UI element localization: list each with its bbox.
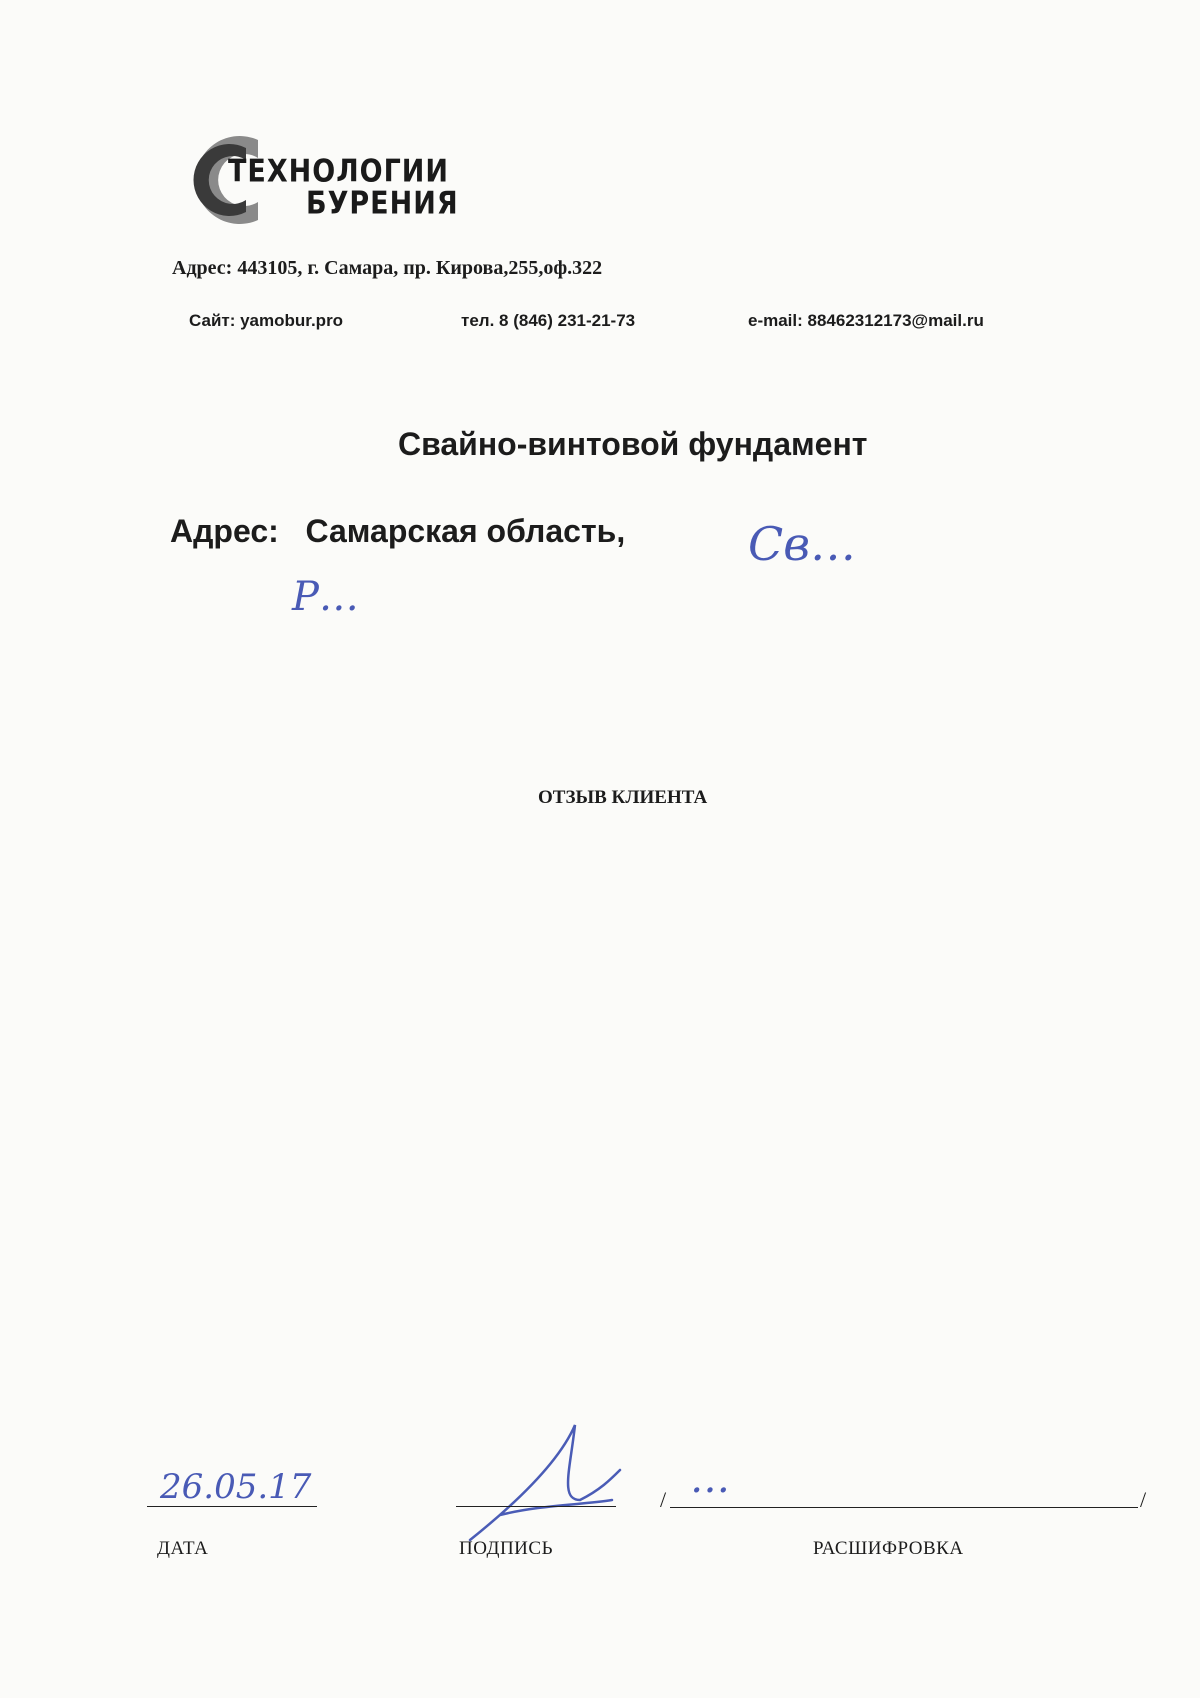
document-title: Свайно-винтовой фундамент (398, 426, 868, 462)
signature-line (456, 1506, 616, 1507)
company-logo (188, 128, 488, 228)
date-line (147, 1506, 317, 1507)
address-label: Адрес: (170, 513, 279, 549)
signature-label: ПОДПИСЬ (459, 1538, 553, 1559)
company-phone: тел. 8 (846) 231-21-73 (461, 311, 636, 330)
slash-left: / (660, 1487, 667, 1512)
logo-line-2: БУРЕНИЯ (306, 186, 459, 222)
date-label: ДАТА (157, 1538, 209, 1559)
object-address (170, 513, 625, 550)
company-address: Адрес: 443105, г. Самара, пр. Кирова,255,оф.322 (172, 257, 603, 279)
hw-address-place: Св… (748, 517, 856, 571)
signature-scribble (470, 1425, 620, 1540)
company-email: e-mail: 88462312173@mail.ru (748, 311, 984, 330)
slash-right: / (1140, 1487, 1147, 1512)
address-region: Самарская область, (305, 513, 626, 549)
hw-address-street: Р… (292, 574, 359, 620)
logo-line-1: ТЕХНОЛОГИИ (228, 154, 450, 190)
decoding-line (670, 1507, 1138, 1508)
company-site: Сайт: yamobur.pro (189, 311, 344, 330)
hw-name: … (690, 1456, 730, 1502)
review-heading: ОТЗЫВ КЛИЕНТА (538, 787, 708, 808)
hw-date: 26.05.17 (160, 1467, 312, 1507)
decoding-label: РАСШИФРОВКА (813, 1538, 964, 1559)
